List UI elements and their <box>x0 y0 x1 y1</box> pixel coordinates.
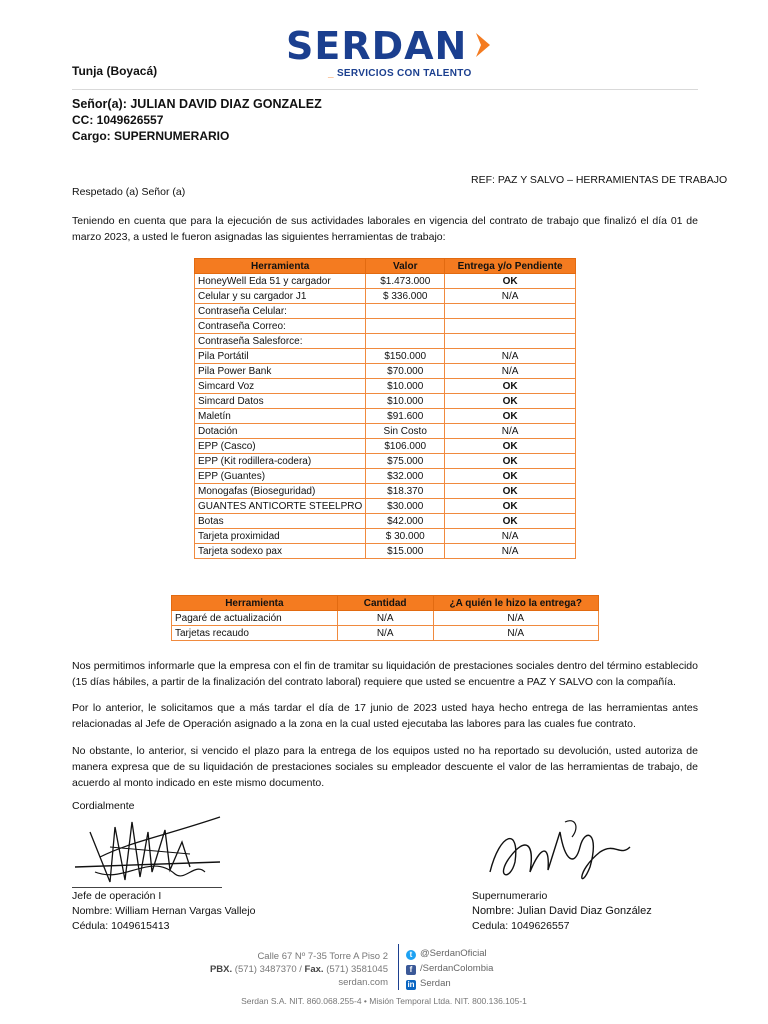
footer-twitter[interactable]: t @SerdanOficial <box>406 946 493 961</box>
paragraph-authorization: No obstante, lo anterior, si vencido el plazo para la entrega de los equipos usted no ha reportado su devolución, usted autoriza de manera expresa que de su liquidación de prestaciones sociales su empleador descuente el valor de las herramientas de trabajo, de acuerdo al monto indicado en este mismo documento. <box>72 745 698 789</box>
tools-table <box>194 258 576 559</box>
doc-recipient-cell: N/A <box>433 611 598 626</box>
tools-table-row <box>195 334 576 349</box>
tool-value-cell: $15.000 <box>366 544 445 559</box>
tools-table-row <box>195 304 576 319</box>
tool-status-cell <box>445 319 576 334</box>
tool-value-cell: $30.000 <box>366 499 445 514</box>
tools-table-row <box>195 379 576 394</box>
tool-value-cell: $91.600 <box>366 409 445 424</box>
signer-right-block <box>472 889 652 934</box>
serdan-logo <box>286 24 492 79</box>
footer-social-block <box>406 946 493 991</box>
tool-status-cell: OK <box>445 379 576 394</box>
tool-status-cell: OK <box>445 274 576 289</box>
intro-paragraph: Teniendo en cuenta que para la ejecución de sus actividades laborales en vigencia del contrato de trabajo que finalizó el día 01 de marzo 2023, a usted le fueron asignadas las siguientes herramientas de trabajo: <box>72 215 698 243</box>
greeting: Respetado (a) Señor (a) <box>72 186 186 198</box>
tool-status-cell: OK <box>445 484 576 499</box>
doc-name-cell: Pagaré de actualización <box>172 611 338 626</box>
tool-name-cell: EPP (Guantes) <box>195 469 366 484</box>
linkedin-icon: in <box>407 980 415 989</box>
tool-value-cell: $42.000 <box>366 514 445 529</box>
twitter-icon: t <box>406 950 416 960</box>
addressee-role: Cargo: SUPERNUMERARIO <box>72 129 230 143</box>
tools-table-row <box>195 544 576 559</box>
tool-status-cell: N/A <box>445 529 576 544</box>
addressee-cc: CC: 1049626557 <box>72 113 164 127</box>
tool-status-cell: OK <box>445 499 576 514</box>
tools-table-row <box>195 364 576 379</box>
signer-left-block <box>72 889 255 934</box>
tool-status-cell <box>445 334 576 349</box>
city-line: Tunja (Boyacá) <box>72 64 158 78</box>
tools-table-row <box>195 529 576 544</box>
tool-status-cell: N/A <box>445 289 576 304</box>
tool-name-cell: Contraseña Celular: <box>195 304 366 319</box>
addressee-name: Señor(a): JULIAN DAVID DIAZ GONZALEZ <box>72 97 322 111</box>
paragraph-paz-y-salvo: Nos permitimos informarle que la empresa con el fin de tramitar su liquidación de prestaciones sociales dentro del término establecido (15 días hábiles, a partir de la finalización del contrato laboral) requiere que usted se encuentre a PAZ Y SALVO con la compañía. <box>72 660 698 688</box>
footer-linkedin[interactable]: in Serdan <box>407 978 451 989</box>
signer-right-id: Cedula: 1049626557 <box>472 920 570 932</box>
tool-value-cell: $150.000 <box>366 349 445 364</box>
documents-table <box>171 595 599 641</box>
tool-status-cell: OK <box>445 469 576 484</box>
tools-table-row <box>195 274 576 289</box>
logo-wordmark: SERDAN <box>286 24 468 68</box>
tool-name-cell: Tarjeta proximidad <box>195 529 366 544</box>
closing: Cordialmente <box>72 800 135 812</box>
footer-address: Calle 67 Nº 7-35 Torre A Piso 2 <box>257 951 388 962</box>
docs-header-recipient: ¿A quién le hizo la entrega? <box>433 596 598 611</box>
footer-divider <box>398 944 399 990</box>
tool-status-cell: N/A <box>445 544 576 559</box>
tool-value-cell: $10.000 <box>366 379 445 394</box>
signer-left-name: Nombre: William Hernan Vargas Vallejo <box>72 905 256 917</box>
signature-left-line <box>72 887 222 888</box>
tool-status-cell: N/A <box>445 364 576 379</box>
reference-line: REF: PAZ Y SALVO – HERRAMIENTAS DE TRABAJO <box>471 174 728 186</box>
tool-value-cell: $10.000 <box>366 394 445 409</box>
docs-table-row <box>172 611 599 626</box>
signer-left-id: Cédula: 1049615413 <box>72 920 170 932</box>
footer-website[interactable]: serdan.com <box>338 977 388 988</box>
doc-qty-cell: N/A <box>337 611 433 626</box>
tool-value-cell: $32.000 <box>366 469 445 484</box>
tool-value-cell: $75.000 <box>366 454 445 469</box>
tools-table-row <box>195 409 576 424</box>
tools-header-value: Valor <box>366 259 445 274</box>
tool-name-cell: Contraseña Correo: <box>195 319 366 334</box>
signer-left-role: Jefe de operación I <box>72 890 162 902</box>
signer-right-role: Supernumerario <box>472 890 548 902</box>
tool-name-cell: EPP (Casco) <box>195 439 366 454</box>
tool-value-cell: $ 30.000 <box>366 529 445 544</box>
doc-qty-cell: N/A <box>337 626 433 641</box>
tools-table-row <box>195 289 576 304</box>
tools-table-row <box>195 514 576 529</box>
tool-name-cell: Contraseña Salesforce: <box>195 334 366 349</box>
tool-name-cell: Simcard Datos <box>195 394 366 409</box>
tool-name-cell: GUANTES ANTICORTE STEELPRO <box>195 499 366 514</box>
signature-right-image <box>480 812 640 897</box>
tool-name-cell: Botas <box>195 514 366 529</box>
paragraph-deadline: Por lo anterior, le solicitamos que a más tardar el día de 17 junio de 2023 usted haya hecho entrega de las herramientas antes relacionadas al Jefe de Operación asignado a la zona en la cual usted ejecutaba las labores para las cuales fue contrato. <box>72 702 698 730</box>
tools-table-row <box>195 439 576 454</box>
tools-table-row <box>195 499 576 514</box>
tool-name-cell: Pila Power Bank <box>195 364 366 379</box>
facebook-icon: f <box>406 965 416 975</box>
tools-table-header <box>195 259 576 274</box>
logo-chevron-icon <box>474 32 492 63</box>
tool-value-cell <box>366 304 445 319</box>
tool-name-cell: Dotación <box>195 424 366 439</box>
docs-table-row <box>172 626 599 641</box>
docs-header-qty: Cantidad <box>337 596 433 611</box>
tool-status-cell: N/A <box>445 424 576 439</box>
tools-header-tool: Herramienta <box>195 259 366 274</box>
tools-header-status: Entrega y/o Pendiente <box>445 259 576 274</box>
tools-table-row <box>195 319 576 334</box>
tool-name-cell: Maletín <box>195 409 366 424</box>
tool-value-cell: $ 336.000 <box>366 289 445 304</box>
footer-legal: Serdan S.A. NIT. 860.068.255-4 • Misión Temporal Ltda. NIT. 800.136.105-1 <box>241 996 527 1006</box>
tool-status-cell: OK <box>445 394 576 409</box>
tool-name-cell: Monogafas (Bioseguridad) <box>195 484 366 499</box>
tool-name-cell: EPP (Kit rodillera-codera) <box>195 454 366 469</box>
tools-table-row <box>195 349 576 364</box>
signer-right-name: Nombre: Julian David Diaz González <box>472 905 652 917</box>
tool-value-cell <box>366 334 445 349</box>
tool-status-cell <box>445 304 576 319</box>
tool-value-cell: Sin Costo <box>366 424 445 439</box>
doc-name-cell: Tarjetas recaudo <box>172 626 338 641</box>
addressee-block <box>72 96 322 144</box>
docs-table-header <box>172 596 599 611</box>
tools-table-row <box>195 394 576 409</box>
tool-value-cell: $18.370 <box>366 484 445 499</box>
tool-value-cell: $106.000 <box>366 439 445 454</box>
tool-name-cell: HoneyWell Eda 51 y cargador <box>195 274 366 289</box>
tool-value-cell <box>366 319 445 334</box>
tools-table-row <box>195 454 576 469</box>
footer-phones: PBX. (571) 3487370 / Fax. (571) 3581045 <box>209 964 388 975</box>
tool-status-cell: OK <box>445 454 576 469</box>
tools-table-row <box>195 424 576 439</box>
tool-status-cell: OK <box>445 409 576 424</box>
signature-left-image <box>70 812 230 897</box>
tool-name-cell: Celular y su cargador J1 <box>195 289 366 304</box>
tool-status-cell: OK <box>445 514 576 529</box>
tool-status-cell: OK <box>445 439 576 454</box>
tool-value-cell: $70.000 <box>366 364 445 379</box>
tools-table-row <box>195 469 576 484</box>
footer-address-block <box>200 950 388 989</box>
tool-name-cell: Tarjeta sodexo pax <box>195 544 366 559</box>
doc-recipient-cell: N/A <box>433 626 598 641</box>
footer-facebook[interactable]: f /SerdanColombia <box>406 961 493 976</box>
tools-table-row <box>195 484 576 499</box>
tool-status-cell: N/A <box>445 349 576 364</box>
header-divider <box>72 89 698 90</box>
tool-name-cell: Simcard Voz <box>195 379 366 394</box>
tool-value-cell: $1.473.000 <box>366 274 445 289</box>
tool-name-cell: Pila Portátil <box>195 349 366 364</box>
logo-tagline: _ SERVICIOS CON TALENTO <box>328 68 472 79</box>
docs-header-tool: Herramienta <box>172 596 338 611</box>
